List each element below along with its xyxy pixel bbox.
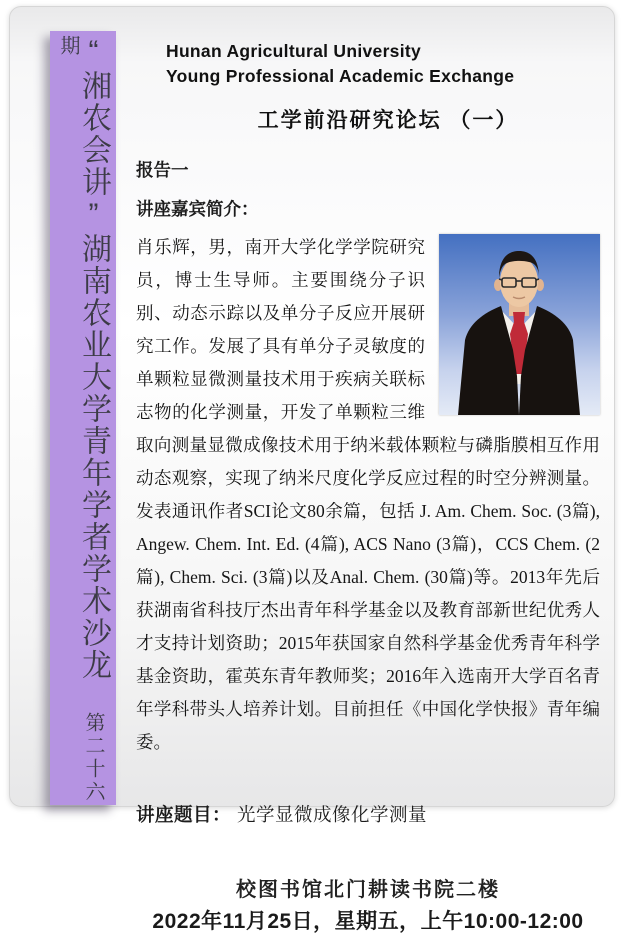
guest-intro-label: 讲座嘉宾简介： xyxy=(136,198,259,219)
poster-content xyxy=(136,7,600,933)
speaker-photo xyxy=(439,234,600,415)
speaker-portrait-illustration xyxy=(439,234,600,415)
series-issue-number: 第二十六期 xyxy=(57,35,104,804)
poster-card xyxy=(9,6,615,933)
university-title-line2: Young Professional Academic Exchange xyxy=(166,65,515,86)
speaker-bio-text: 肖乐辉，男，南开大学化学学院研究员，博士生导师。主要围绕分子识别、动态示踪以及单分子反应开展研究工作。发展了具有单分子灵敏度的单颗粒显微测量技术用于疾病关联标志物的化学测量，开发了单颗粒三维取向测量显微成像技术用于纳米载体颗粒与磷脂膜相互作用动态观察，实现了纳米尺度化学反应过程的时空分辨测量。发表通讯作者SCI论文80余篇，包括 J. Am. Chem. Soc. (3篇), Angew. Chem. Int. Ed. (4篇), ACS Nano (3篇)，CCS Chem. (2篇), Chem. Sci. (3篇)以及Anal. Chem. (30篇)等。2013年先后获湖南省科技厅杰出青年科学基金以及教育部新世纪优秀人才支持计划资助；2015年获国家自然科学基金优秀青年科学基金资助，霍英东青年教师奖；2016年入选南开大学百名青年学科带头人培养计划。目前担任《中国化学快报》青年编委。 xyxy=(136,236,600,752)
event-venue: 校图书馆北门耕读书院二楼 xyxy=(236,878,500,901)
university-title xyxy=(136,39,600,89)
lecture-topic-line xyxy=(136,801,600,827)
series-title: “湘农会讲”湖南农业大学青年学者学术沙龙 xyxy=(77,35,110,681)
forum-title: 工学前沿研究论坛 （一） xyxy=(257,108,519,132)
series-ribbon-text xyxy=(58,31,108,805)
speaker-bio-section xyxy=(136,231,600,759)
event-footer xyxy=(136,873,600,935)
series-ribbon xyxy=(50,31,116,805)
lecture-topic-value: 光学显微成像化学测量 xyxy=(237,803,428,825)
lecture-topic-label: 讲座题目： xyxy=(136,803,232,825)
event-datetime: 2022年11月25日，星期五，上午10:00-12:00 xyxy=(152,909,584,933)
university-title-line1: Hunan Agricultural University xyxy=(166,41,422,61)
report-number-label: 报告一 xyxy=(136,159,189,180)
